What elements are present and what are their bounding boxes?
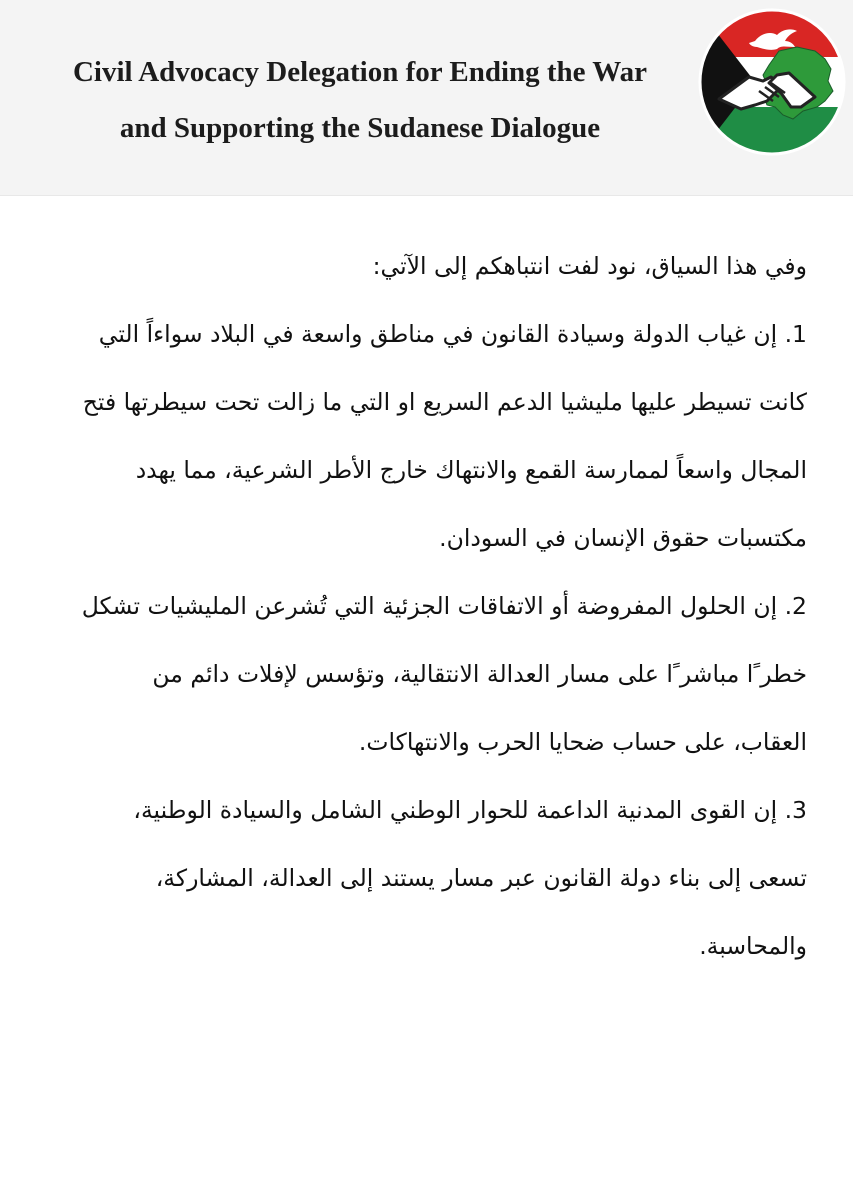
statement-body bbox=[40, 232, 807, 980]
organization-title-line-1: Civil Advocacy Delegation for Ending the War bbox=[72, 56, 648, 88]
point-3-line-2: تسعى إلى بناء دولة القانون عبر مسار يستند إلى العدالة، المشاركة، bbox=[155, 864, 807, 892]
letterhead bbox=[0, 0, 853, 196]
intro-line: وفي هذا السياق، نود لفت انتباهكم إلى الآتي: bbox=[372, 252, 807, 280]
point-2-line-1: 2. إن الحلول المفروضة أو الاتفاقات الجزئية التي تُشرعن المليشيات تشكل bbox=[81, 592, 807, 620]
handshake-dove-logo-icon bbox=[697, 7, 847, 157]
point-2-line-2: خطر ًا مباشر ًا على مسار العدالة الانتقالية، وتؤسس لإفلات دائم من bbox=[152, 660, 807, 688]
organization-title-line-2: and Supporting the Sudanese Dialogue bbox=[119, 112, 601, 144]
organization-title bbox=[20, 44, 700, 156]
organization-logo bbox=[697, 7, 847, 157]
point-1-line-4: مكتسبات حقوق الإنسان في السودان. bbox=[439, 524, 807, 552]
point-1-line-3: المجال واسعاً لممارسة القمع والانتهاك خارج الأطر الشرعية، مما يهدد bbox=[135, 456, 807, 484]
point-1-line-2: كانت تسيطر عليها مليشيا الدعم السريع او التي ما زالت تحت سيطرتها فتح bbox=[82, 388, 807, 416]
point-3-line-1: 3. إن القوى المدنية الداعمة للحوار الوطني الشامل والسيادة الوطنية، bbox=[133, 796, 807, 824]
point-3-line-3: والمحاسبة. bbox=[699, 932, 807, 960]
point-1-line-1: 1. إن غياب الدولة وسيادة القانون في مناطق واسعة في البلاد سواءاً التي bbox=[98, 320, 807, 348]
point-2-line-3: العقاب، على حساب ضحايا الحرب والانتهاكات. bbox=[358, 728, 807, 756]
